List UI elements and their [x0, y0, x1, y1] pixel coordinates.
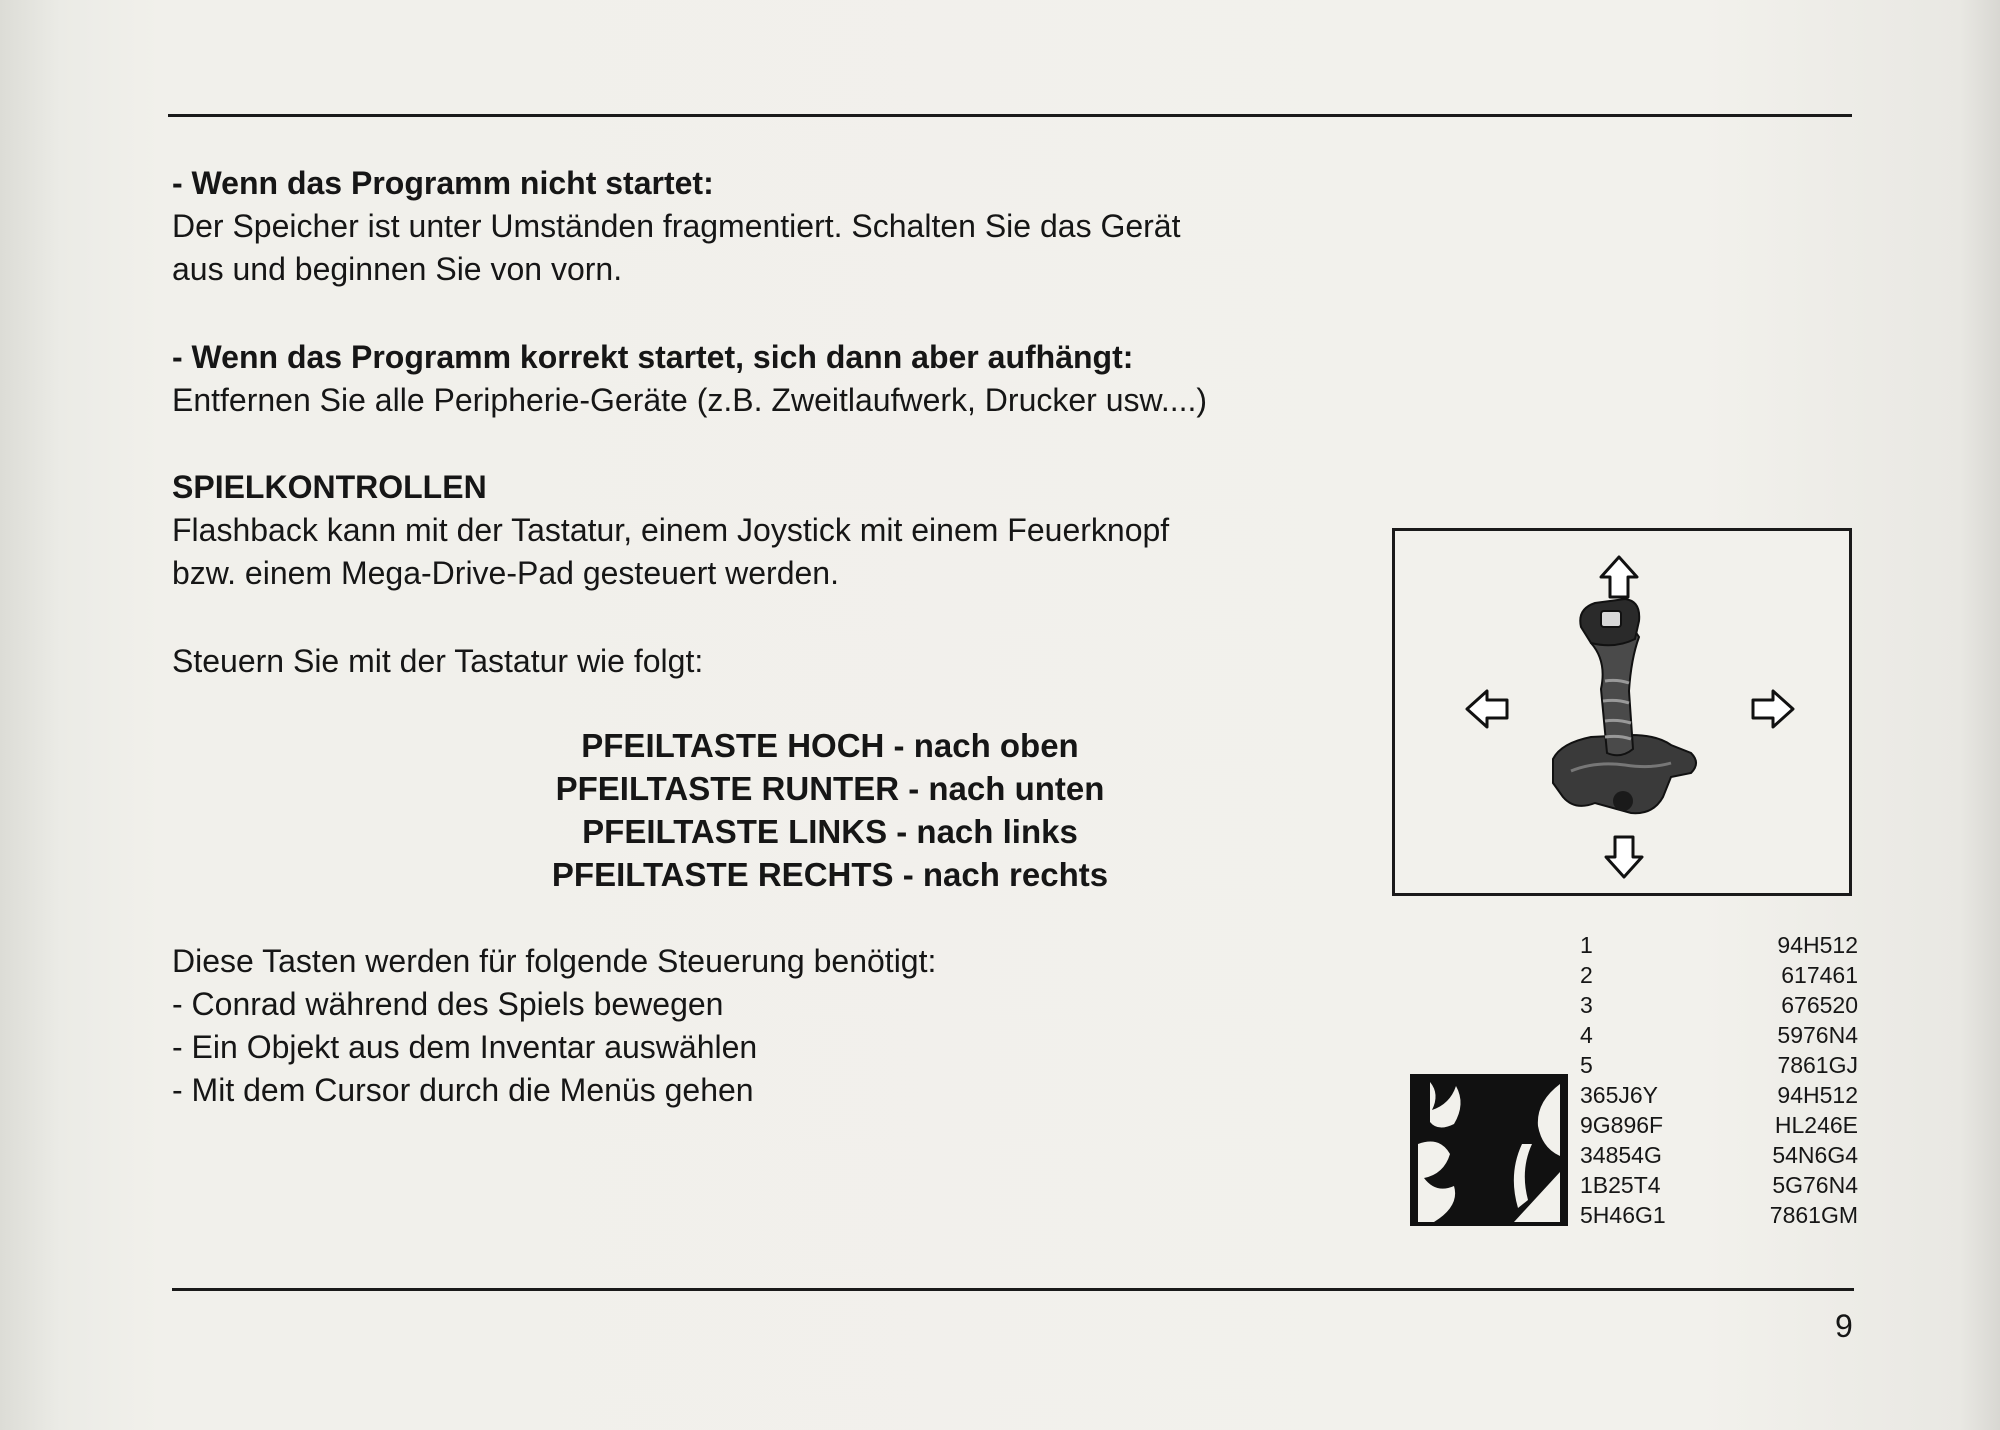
- joystick-diagram: [1395, 531, 1849, 893]
- bottom-rule: [172, 1288, 1854, 1291]
- code-left: 9G896F: [1580, 1112, 1664, 1138]
- body-line: Der Speicher ist unter Umständen fragmentiert. Schalten Sie das Gerät: [172, 208, 1181, 244]
- usage-item: - Mit dem Cursor durch die Menüs gehen: [172, 1072, 754, 1108]
- code-left: 34854G: [1580, 1142, 1662, 1168]
- code-right: 7861GM: [1769, 1202, 1858, 1228]
- keyboard-intro: [172, 640, 703, 683]
- usage-section: [172, 940, 936, 1112]
- code-right: HL246E: [1774, 1112, 1858, 1138]
- key-right: PFEILTASTE RECHTS - nach rechts: [551, 856, 1109, 893]
- body-line: aus und beginnen Sie von vorn.: [172, 251, 623, 287]
- page-number: 9: [1835, 1308, 1853, 1344]
- code-right: 5G76N4: [1772, 1172, 1858, 1198]
- section-heading: - Wenn das Programm nicht startet:: [172, 165, 714, 201]
- code-row: [1580, 1110, 1858, 1140]
- flashback-logo: [1410, 1074, 1568, 1226]
- code-table: [1580, 930, 1858, 1230]
- code-right: 676520: [1781, 992, 1858, 1018]
- key-list: [380, 724, 1280, 896]
- arrow-down-icon: [1606, 837, 1642, 877]
- code-right: 54N6G4: [1772, 1142, 1858, 1168]
- code-left: 1: [1580, 932, 1593, 958]
- code-right: 94H512: [1777, 1082, 1858, 1108]
- code-row: [1580, 1080, 1858, 1110]
- troubleshooting-hangs: [172, 336, 1207, 422]
- code-row: [1580, 1020, 1858, 1050]
- code-left: 5: [1580, 1052, 1593, 1078]
- code-right: 5976N4: [1777, 1022, 1858, 1048]
- code-row: [1580, 960, 1858, 990]
- keyboard-intro-text: Steuern Sie mit der Tastatur wie folgt:: [172, 643, 704, 679]
- arrow-right-icon: [1753, 691, 1793, 727]
- key-left: PFEILTASTE LINKS - nach links: [582, 813, 1078, 850]
- code-row: [1580, 990, 1858, 1020]
- usage-item: - Conrad während des Spiels bewegen: [172, 986, 724, 1022]
- usage-intro: Diese Tasten werden für folgende Steuerung benötigt:: [172, 943, 937, 979]
- code-left: 5H46G1: [1580, 1202, 1666, 1228]
- usage-item: - Ein Objekt aus dem Inventar auswählen: [172, 1029, 758, 1065]
- top-rule: [168, 114, 1852, 117]
- controls-heading: SPIELKONTROLLEN: [172, 469, 487, 505]
- arrow-left-icon: [1467, 691, 1507, 727]
- body-line: bzw. einem Mega-Drive-Pad gesteuert werden.: [172, 555, 839, 591]
- code-left: 2: [1580, 962, 1593, 988]
- key-up: PFEILTASTE HOCH - nach oben: [581, 727, 1079, 764]
- code-left: 1B25T4: [1580, 1172, 1661, 1198]
- code-left: 3: [1580, 992, 1593, 1018]
- code-right: 617461: [1781, 962, 1858, 988]
- troubleshooting-no-start: [172, 162, 1180, 291]
- code-left: 4: [1580, 1022, 1593, 1048]
- key-down: PFEILTASTE RUNTER - nach unten: [555, 770, 1105, 807]
- body-line: Flashback kann mit der Tastatur, einem Joystick mit einem Feuerknopf: [172, 512, 1170, 548]
- code-row: [1580, 1050, 1858, 1080]
- code-right: 7861GJ: [1777, 1052, 1858, 1078]
- joystick-icon: [1553, 599, 1696, 813]
- section-heading: - Wenn das Programm korrekt startet, sich dann aber aufhängt:: [172, 339, 1134, 375]
- code-row: [1580, 930, 1858, 960]
- code-left: 365J6Y: [1580, 1082, 1659, 1108]
- code-row: [1580, 1200, 1858, 1230]
- controls-section: [172, 466, 1169, 595]
- joystick-figure: [1392, 528, 1852, 896]
- code-right: 94H512: [1777, 932, 1858, 958]
- body-line: Entfernen Sie alle Peripherie-Geräte (z.B. Zweitlaufwerk, Drucker usw....): [172, 382, 1208, 418]
- arrow-up-icon: [1601, 557, 1637, 597]
- code-row: [1580, 1140, 1858, 1170]
- code-row: [1580, 1170, 1858, 1200]
